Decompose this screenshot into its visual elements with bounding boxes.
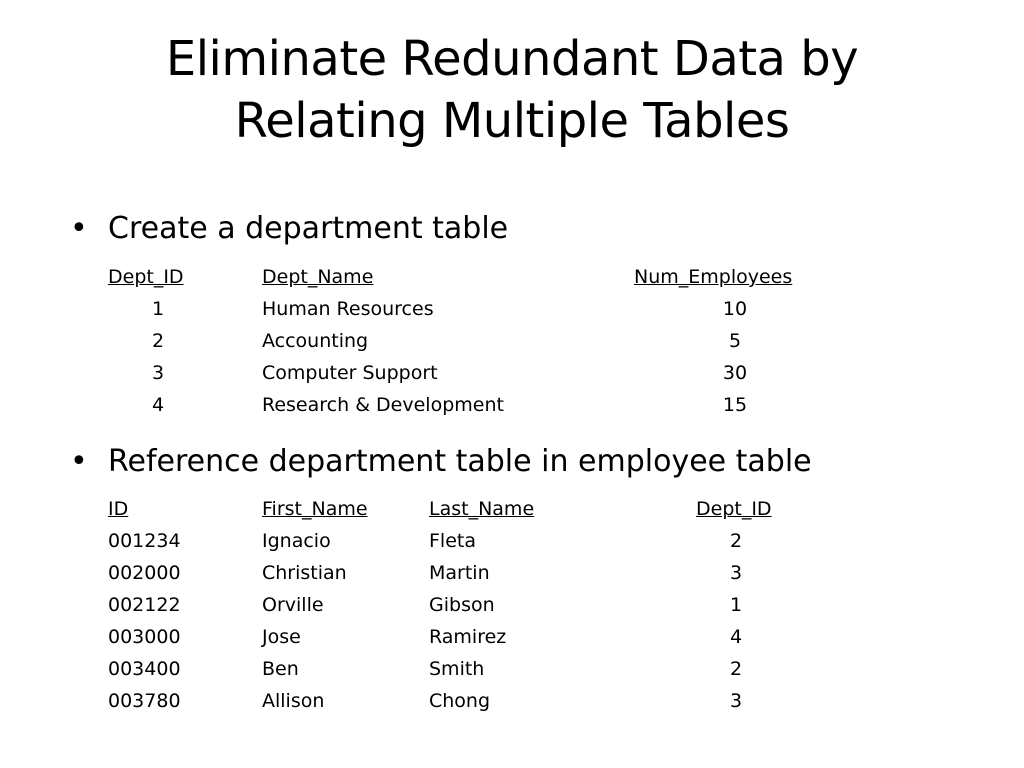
dept-cell-count: 10 [722, 298, 748, 320]
emp-cell-id: 003780 [108, 690, 181, 712]
emp-cell-last-name: Chong [429, 690, 491, 712]
emp-cell-dept-id: 3 [729, 562, 743, 584]
emp-cell-id: 001234 [108, 530, 181, 552]
emp-cell-last-name: Smith [429, 658, 485, 680]
dept-cell-name: Research & Development [262, 394, 504, 416]
title-line-2: Relating Multiple Tables [234, 93, 790, 149]
emp-cell-first-name: Christian [262, 562, 347, 584]
dept-cell-count: 30 [722, 362, 748, 384]
emp-cell-dept-id: 1 [729, 594, 743, 616]
emp-cell-dept-id: 2 [729, 658, 743, 680]
dept-cell-id: 3 [151, 362, 165, 384]
bullet-text: Create a department table [108, 211, 509, 246]
emp-cell-first-name: Ignacio [262, 530, 331, 552]
dept-header-num-employees: Num_Employees [634, 266, 793, 288]
dept-cell-count: 5 [728, 330, 742, 352]
dept-header-dept-name: Dept_Name [262, 266, 374, 288]
dept-cell-name: Human Resources [262, 298, 434, 320]
emp-cell-last-name: Martin [429, 562, 490, 584]
emp-cell-first-name: Ben [262, 658, 299, 680]
emp-cell-first-name: Allison [262, 690, 325, 712]
dept-cell-id: 4 [151, 394, 165, 416]
emp-cell-dept-id: 4 [729, 626, 743, 648]
emp-cell-last-name: Fleta [429, 530, 476, 552]
emp-cell-dept-id: 3 [729, 690, 743, 712]
bullet-text: Reference department table in employee table [108, 444, 812, 479]
emp-cell-id: 002122 [108, 594, 181, 616]
emp-cell-id: 002000 [108, 562, 181, 584]
dept-cell-count: 15 [722, 394, 748, 416]
emp-header-dept-id: Dept_ID [696, 498, 772, 520]
emp-cell-dept-id: 2 [729, 530, 743, 552]
bullet-icon: • [70, 211, 88, 246]
emp-header-id: ID [108, 498, 129, 520]
slide-title [0, 28, 1024, 152]
title-line-1: Eliminate Redundant Data by [165, 31, 859, 87]
emp-header-first-name: First_Name [262, 498, 368, 520]
dept-header-dept-id: Dept_ID [108, 266, 184, 288]
emp-cell-first-name: Jose [262, 626, 301, 648]
bullet-icon: • [70, 444, 88, 479]
dept-cell-name: Computer Support [262, 362, 438, 384]
emp-cell-last-name: Ramirez [429, 626, 507, 648]
dept-cell-id: 2 [151, 330, 165, 352]
emp-cell-id: 003000 [108, 626, 181, 648]
dept-cell-id: 1 [151, 298, 165, 320]
emp-header-last-name: Last_Name [429, 498, 535, 520]
emp-cell-last-name: Gibson [429, 594, 495, 616]
dept-cell-name: Accounting [262, 330, 369, 352]
emp-cell-id: 003400 [108, 658, 181, 680]
emp-cell-first-name: Orville [262, 594, 324, 616]
